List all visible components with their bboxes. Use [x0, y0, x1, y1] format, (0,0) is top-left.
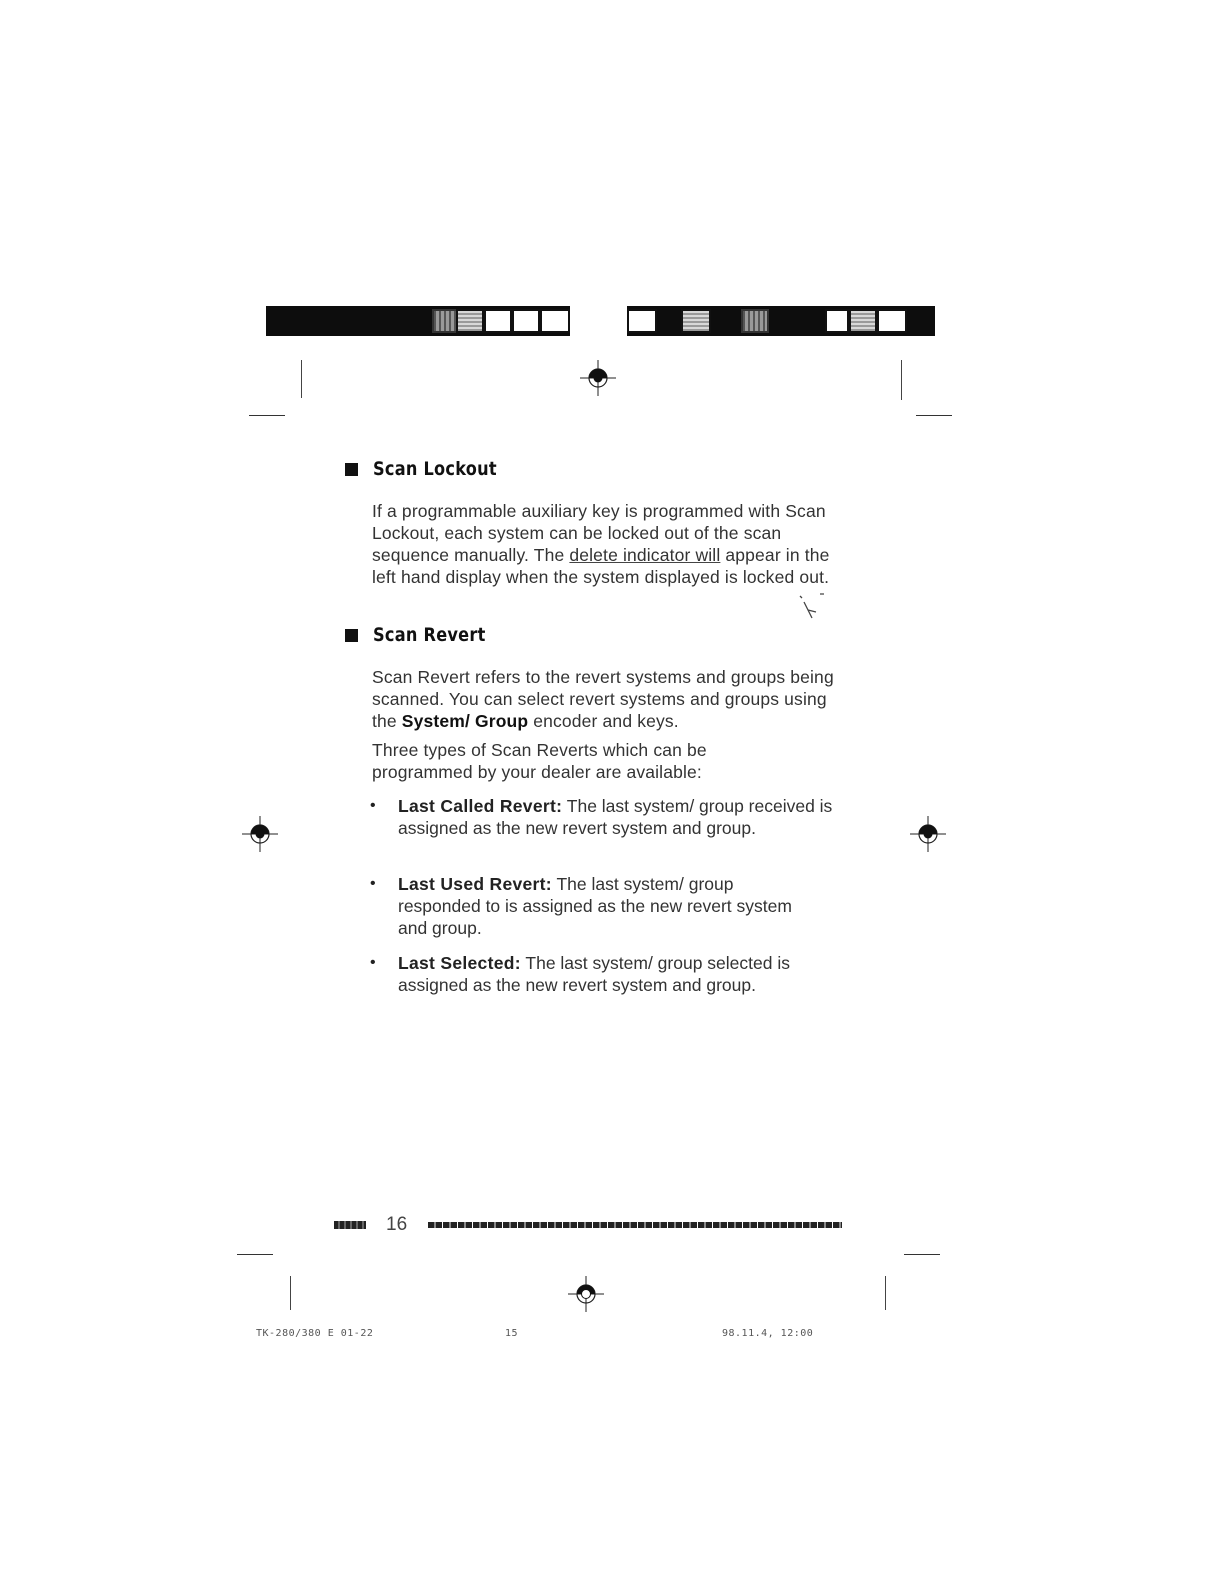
color-bar-left: [266, 306, 570, 336]
page-marker-icon: [334, 1221, 366, 1229]
heading-bullet-icon: [345, 463, 358, 476]
bar-swatch: [849, 309, 877, 333]
scan-artifact-icon: [790, 588, 830, 628]
footer-center: 15: [505, 1328, 519, 1339]
registration-mark-icon: [908, 814, 948, 854]
scan-lockout-paragraph: [372, 500, 852, 588]
bar-swatch: [825, 309, 849, 333]
section-heading-scan-lockout: [345, 458, 519, 480]
bar-swatch: [512, 309, 540, 333]
bullet-icon: •: [370, 954, 376, 971]
bullet-text: The last system/ group received is assigned as the new revert system and group.: [398, 796, 833, 838]
bullet-text: The last system/ group selected is assigned as the new revert system and group.: [398, 953, 790, 995]
crop-mark: [301, 360, 302, 398]
crop-mark: [290, 1276, 291, 1310]
bar-swatch: [877, 309, 907, 333]
bold-text: System/ Group: [401, 711, 529, 731]
bullet-icon: •: [370, 797, 376, 814]
crop-mark: [916, 415, 952, 416]
footer-right: 98.11.4, 12:00: [722, 1328, 814, 1339]
bar-swatch: [741, 309, 769, 333]
page-number: 16: [386, 1214, 408, 1235]
list-item: [370, 873, 818, 939]
bullet-term: Last Used Revert:: [398, 874, 552, 894]
underlined-text: delete indicator will: [569, 545, 721, 565]
bar-swatch: [484, 309, 512, 333]
crop-mark: [249, 415, 285, 416]
crop-mark: [904, 1254, 940, 1255]
scan-revert-paragraph-1: [372, 666, 852, 732]
scan-revert-paragraph-2: Three types of Scan Reverts which can be programmed by your dealer are available:: [372, 740, 707, 782]
heading-text: Scan Revert: [373, 624, 486, 646]
paragraph-text: Scan Revert refers to the revert systems and groups being scanned. You can select revert systems and groups using the: [372, 667, 834, 731]
paragraph-text: If a programmable auxiliary key is programmed with Scan Lockout, each system can be locked out of the scan sequence manually. The: [372, 501, 826, 565]
crop-mark: [901, 360, 902, 400]
crop-mark: [237, 1254, 273, 1255]
section-heading-scan-revert: [345, 624, 505, 646]
bullet-text: The last system/ group responded to is assigned as the new revert system and group.: [398, 874, 792, 938]
crop-mark: [885, 1276, 886, 1310]
bar-swatch: [681, 309, 711, 333]
page-rule-decoration: [428, 1222, 842, 1228]
bar-swatch: [456, 309, 484, 333]
heading-text: Scan Lockout: [373, 458, 497, 480]
registration-mark-icon: [240, 814, 280, 854]
bullet-term: Last Selected:: [398, 953, 521, 973]
registration-mark-icon: [566, 1274, 606, 1314]
paragraph-text: appear in the left hand display when the system displayed is locked out.: [372, 545, 830, 587]
color-bar-right: [627, 306, 935, 336]
bar-swatch: [540, 309, 570, 333]
footer-left: TK-280/380 E 01-22: [256, 1328, 374, 1339]
paragraph-text: encoder and keys.: [528, 711, 679, 731]
bar-swatch: [627, 309, 657, 333]
heading-bullet-icon: [345, 629, 358, 642]
bullet-term: Last Called Revert:: [398, 796, 563, 816]
list-item: [370, 952, 858, 996]
list-item: [370, 795, 838, 839]
registration-mark-icon: [578, 358, 618, 398]
bullet-icon: •: [370, 875, 376, 892]
